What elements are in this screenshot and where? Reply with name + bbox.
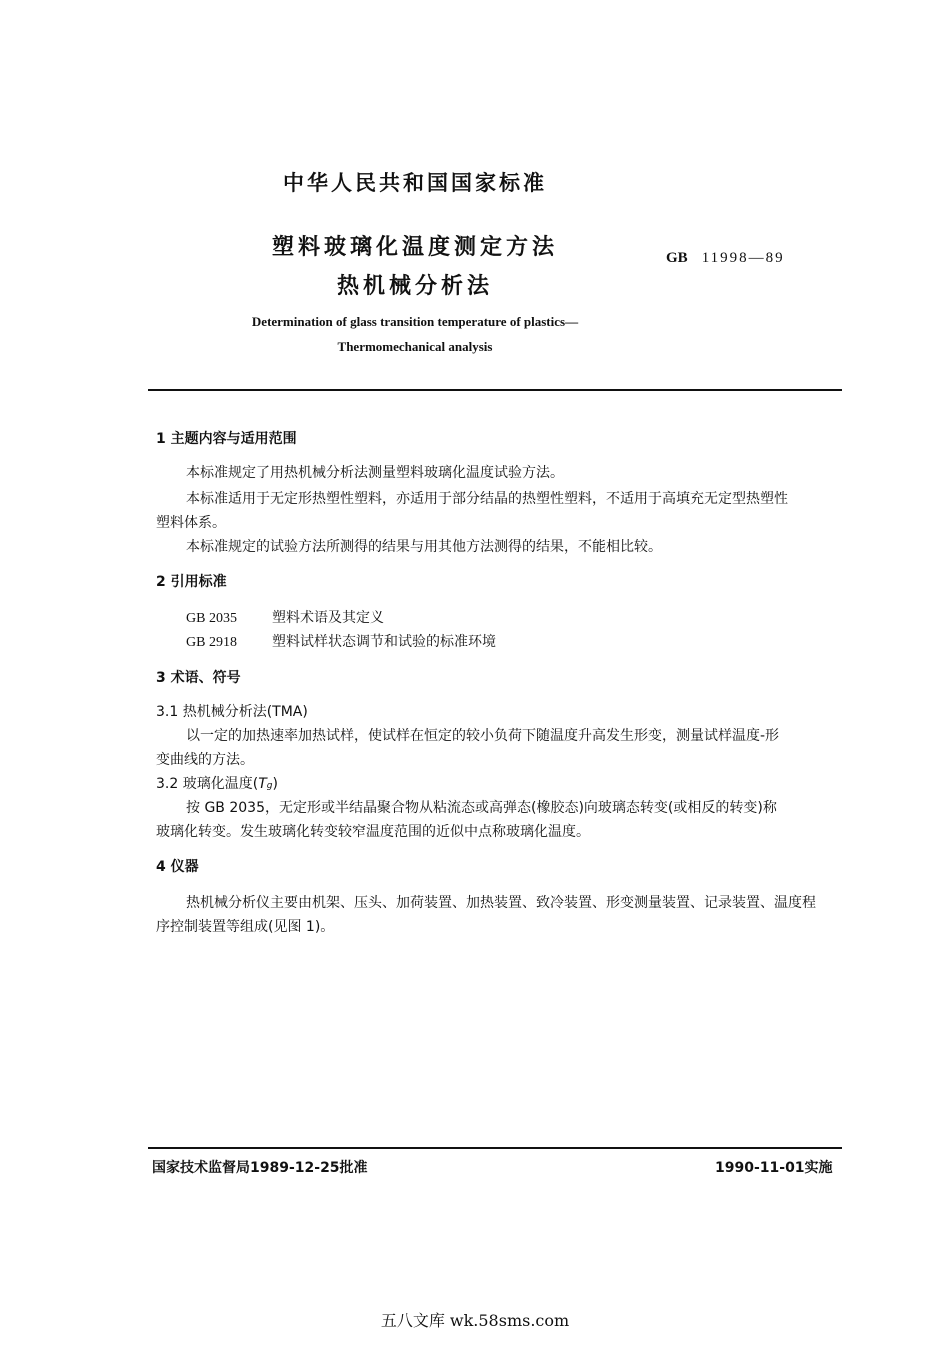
- section-3-1-text-b: 变曲线的方法。: [156, 752, 254, 768]
- document-title-line2: 热机械分析法: [336, 274, 493, 299]
- section-3-2-heading: [156, 773, 278, 793]
- section-3-2-heading-text: 3.2 玻璃化温度(: [156, 776, 259, 792]
- english-title-line1: Determination of glass transition temperature of plastics—: [251, 314, 579, 329]
- national-standard-label: 中华人民共和国国家标准: [283, 171, 547, 195]
- section-3-heading: 3 术语、符号: [156, 670, 241, 686]
- reference-item: [186, 607, 384, 627]
- standard-number: [666, 250, 785, 267]
- watermark-text: 五八文库 wk.58sms.com: [380, 1311, 570, 1330]
- reference-title: 塑料试样状态调节和试验的标准环境: [272, 634, 496, 650]
- section-1-paragraph-2a: 本标准适用于无定形热塑性塑料，亦适用于部分结晶的热塑性塑料，不适用于高填充无定型热塑性: [186, 491, 788, 507]
- implementation-date: 1990-11-01实施: [715, 1160, 833, 1176]
- reference-code: GB 2035: [186, 611, 237, 626]
- document-title-line1: 塑料玻璃化温度测定方法: [271, 235, 558, 260]
- reference-title: 塑料术语及其定义: [272, 610, 384, 626]
- standard-prefix: GB: [666, 250, 688, 266]
- section-1-paragraph-3: 本标准规定的试验方法所测得的结果与用其他方法测得的结果，不能相比较。: [186, 539, 662, 555]
- section-3-2-text-a: 按 GB 2035，无定形或半结晶聚合物从粘流态或高弹态(橡胶态)向玻璃态转变(或相反的转变)称: [186, 800, 777, 816]
- header-divider: [148, 389, 842, 391]
- reference-code: GB 2918: [186, 635, 237, 650]
- section-2-heading: 2 引用标准: [156, 574, 227, 590]
- standard-code: 11998—89: [701, 250, 785, 266]
- section-3-2-heading-close: ): [272, 776, 278, 792]
- section-1-heading: 1 主题内容与适用范围: [156, 431, 297, 447]
- tg-symbol: T: [258, 776, 267, 792]
- section-3-1-text-a: 以一定的加热速率加热试样，使试样在恒定的较小负荷下随温度升高发生形变，测量试样温度-形: [186, 728, 780, 744]
- tg-subscript: g: [266, 781, 273, 791]
- section-1-paragraph-1: 本标准规定了用热机械分析法测量塑料玻璃化温度试验方法。: [186, 465, 564, 481]
- section-4-text-a: 热机械分析仪主要由机架、压头、加荷装置、加热装置、致冷装置、形变测量装置、记录装置、温度程: [186, 895, 816, 911]
- approval-info: 国家技术监督局1989-12-25批准: [152, 1160, 368, 1176]
- english-title-line2: Thermomechanical analysis: [337, 339, 493, 354]
- reference-item: [186, 631, 496, 651]
- section-3-1-heading: 3.1 热机械分析法(TMA): [156, 704, 308, 720]
- section-1-paragraph-2b: 塑料体系。: [156, 515, 226, 531]
- section-3-2-text-b: 玻璃化转变。发生玻璃化转变较窄温度范围的近似中点称玻璃化温度。: [156, 824, 590, 840]
- footer-divider: [148, 1147, 842, 1149]
- section-4-text-b: 序控制装置等组成(见图 1)。: [156, 919, 335, 935]
- section-4-heading: 4 仪器: [156, 859, 199, 875]
